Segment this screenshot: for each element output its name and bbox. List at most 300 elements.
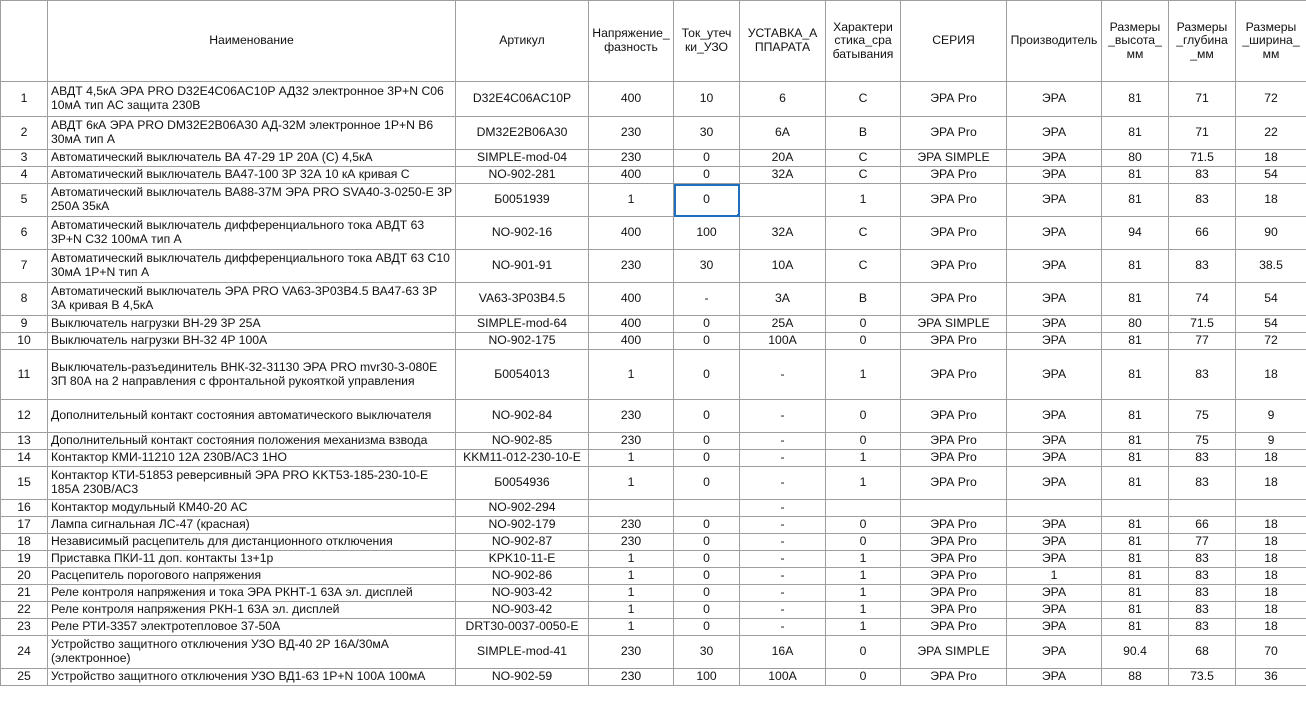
width-cell[interactable] — [1236, 500, 1306, 517]
height-cell[interactable]: 81 — [1102, 517, 1169, 534]
depth-cell[interactable]: 83 — [1169, 602, 1236, 619]
article-cell[interactable]: SIMPLE-mod-64 — [456, 316, 589, 333]
height-cell[interactable]: 81 — [1102, 117, 1169, 150]
setpoint-cell[interactable]: - — [740, 350, 826, 400]
name-cell[interactable]: Автоматический выключатель дифференциального тока АВДТ 63 C10 30мА 1P+N тип A — [48, 250, 456, 283]
trip-characteristic-cell[interactable]: 1 — [826, 568, 901, 585]
manufacturer-cell[interactable]: ЭРА — [1007, 636, 1102, 669]
leakage-current-cell[interactable]: 0 — [674, 450, 740, 467]
voltage-cell[interactable]: 230 — [589, 150, 674, 167]
height-cell[interactable]: 94 — [1102, 217, 1169, 250]
depth-header[interactable]: Размеры _глубина _мм — [1169, 1, 1236, 82]
row-number-cell[interactable]: 24 — [1, 636, 48, 669]
height-cell[interactable]: 81 — [1102, 283, 1169, 316]
depth-cell[interactable]: 71 — [1169, 82, 1236, 117]
manufacturer-cell[interactable]: ЭРА — [1007, 117, 1102, 150]
trip-characteristic-cell[interactable]: C — [826, 250, 901, 283]
manufacturer-cell[interactable]: ЭРА — [1007, 400, 1102, 433]
setpoint-cell[interactable]: - — [740, 433, 826, 450]
width-cell[interactable]: 18 — [1236, 467, 1306, 500]
leakage-current-cell[interactable]: 0 — [674, 333, 740, 350]
trip-characteristic-cell[interactable]: B — [826, 283, 901, 316]
height-cell[interactable]: 90.4 — [1102, 636, 1169, 669]
leakage-current-header[interactable]: Ток_утеч ки_УЗО — [674, 1, 740, 82]
series-cell[interactable]: ЭРА Pro — [901, 602, 1007, 619]
series-cell[interactable]: ЭРА Pro — [901, 568, 1007, 585]
name-cell[interactable]: Устройство защитного отключения УЗО ВД-40 2P 16А/30мА (электронное) — [48, 636, 456, 669]
manufacturer-cell[interactable]: ЭРА — [1007, 350, 1102, 400]
trip-characteristic-cell[interactable]: 0 — [826, 534, 901, 551]
series-cell[interactable]: ЭРА Pro — [901, 450, 1007, 467]
setpoint-cell[interactable]: 10A — [740, 250, 826, 283]
trip-characteristic-cell[interactable]: 0 — [826, 400, 901, 433]
width-cell[interactable]: 18 — [1236, 534, 1306, 551]
leakage-current-cell[interactable]: 0 — [674, 585, 740, 602]
leakage-current-cell[interactable]: - — [674, 283, 740, 316]
height-cell[interactable]: 81 — [1102, 82, 1169, 117]
height-cell[interactable]: 81 — [1102, 619, 1169, 636]
article-cell[interactable]: NO-902-85 — [456, 433, 589, 450]
voltage-cell[interactable]: 230 — [589, 433, 674, 450]
row-number-cell[interactable]: 21 — [1, 585, 48, 602]
voltage-cell[interactable]: 400 — [589, 283, 674, 316]
width-cell[interactable]: 18 — [1236, 568, 1306, 585]
width-cell[interactable]: 9 — [1236, 400, 1306, 433]
depth-cell[interactable]: 83 — [1169, 250, 1236, 283]
name-cell[interactable]: Независимый расцепитель для дистанционного отключения — [48, 534, 456, 551]
row-number-cell[interactable]: 16 — [1, 500, 48, 517]
series-cell[interactable]: ЭРА Pro — [901, 217, 1007, 250]
depth-cell[interactable]: 75 — [1169, 400, 1236, 433]
leakage-current-cell[interactable]: 0 — [674, 400, 740, 433]
series-cell[interactable]: ЭРА Pro — [901, 517, 1007, 534]
manufacturer-cell[interactable]: 1 — [1007, 568, 1102, 585]
depth-cell[interactable]: 71 — [1169, 117, 1236, 150]
leakage-current-cell[interactable]: 0 — [674, 184, 740, 217]
row-number-cell[interactable]: 25 — [1, 669, 48, 686]
setpoint-cell[interactable]: - — [740, 619, 826, 636]
article-cell[interactable]: NO-902-87 — [456, 534, 589, 551]
row-number-cell[interactable]: 5 — [1, 184, 48, 217]
article-cell[interactable]: NO-901-91 — [456, 250, 589, 283]
depth-cell[interactable]: 77 — [1169, 534, 1236, 551]
setpoint-cell[interactable]: - — [740, 400, 826, 433]
row-number-cell[interactable]: 9 — [1, 316, 48, 333]
series-cell[interactable]: ЭРА Pro — [901, 534, 1007, 551]
depth-cell[interactable]: 66 — [1169, 517, 1236, 534]
depth-cell[interactable]: 68 — [1169, 636, 1236, 669]
manufacturer-cell[interactable]: ЭРА — [1007, 217, 1102, 250]
manufacturer-cell[interactable]: ЭРА — [1007, 283, 1102, 316]
leakage-current-cell[interactable]: 100 — [674, 217, 740, 250]
name-header[interactable]: Наименование — [48, 1, 456, 82]
voltage-cell[interactable]: 1 — [589, 585, 674, 602]
depth-cell[interactable]: 83 — [1169, 619, 1236, 636]
trip-characteristic-cell[interactable]: C — [826, 150, 901, 167]
row-number-cell[interactable]: 7 — [1, 250, 48, 283]
height-cell[interactable]: 81 — [1102, 534, 1169, 551]
depth-cell[interactable]: 83 — [1169, 568, 1236, 585]
manufacturer-cell[interactable]: ЭРА — [1007, 619, 1102, 636]
name-cell[interactable]: Реле РТИ-3357 электротепловое 37-50А — [48, 619, 456, 636]
trip-characteristic-cell[interactable]: 0 — [826, 669, 901, 686]
article-cell[interactable]: NO-902-294 — [456, 500, 589, 517]
manufacturer-cell[interactable]: ЭРА — [1007, 669, 1102, 686]
series-cell[interactable]: ЭРА Pro — [901, 184, 1007, 217]
width-cell[interactable]: 70 — [1236, 636, 1306, 669]
depth-cell[interactable]: 71.5 — [1169, 150, 1236, 167]
voltage-cell[interactable]: 230 — [589, 669, 674, 686]
setpoint-cell[interactable]: 20A — [740, 150, 826, 167]
name-cell[interactable]: Выключатель-разъединитель ВНК-32-31130 ЭРА PRO mvr30-3-080E 3П 80А на 2 направления с фронтальной рукояткой управления — [48, 350, 456, 400]
manufacturer-cell[interactable]: ЭРА — [1007, 316, 1102, 333]
name-cell[interactable]: Контактор КМИ-11210 12А 230В/АС3 1НО — [48, 450, 456, 467]
leakage-current-cell[interactable]: 0 — [674, 350, 740, 400]
leakage-current-cell[interactable]: 0 — [674, 619, 740, 636]
voltage-cell[interactable]: 400 — [589, 316, 674, 333]
name-cell[interactable]: Дополнительный контакт состояния положения механизма взвода — [48, 433, 456, 450]
manufacturer-cell[interactable]: ЭРА — [1007, 517, 1102, 534]
series-cell[interactable] — [901, 500, 1007, 517]
series-cell[interactable]: ЭРА SIMPLE — [901, 150, 1007, 167]
name-cell[interactable]: Выключатель нагрузки ВН-29 3Р 25А — [48, 316, 456, 333]
width-cell[interactable]: 22 — [1236, 117, 1306, 150]
row-number-cell[interactable]: 11 — [1, 350, 48, 400]
row-number-cell[interactable]: 18 — [1, 534, 48, 551]
series-cell[interactable]: ЭРА Pro — [901, 585, 1007, 602]
article-cell[interactable]: VA63-3P03B4.5 — [456, 283, 589, 316]
row-number-cell[interactable]: 1 — [1, 82, 48, 117]
manufacturer-cell[interactable]: ЭРА — [1007, 551, 1102, 568]
row-number-cell[interactable]: 12 — [1, 400, 48, 433]
series-cell[interactable]: ЭРА Pro — [901, 551, 1007, 568]
name-cell[interactable]: Лампа сигнальная ЛС-47 (красная) — [48, 517, 456, 534]
width-cell[interactable]: 18 — [1236, 450, 1306, 467]
article-cell[interactable]: NO-902-16 — [456, 217, 589, 250]
name-cell[interactable]: Расцепитель порогового напряжения — [48, 568, 456, 585]
voltage-header[interactable]: Напряжение_ фазность — [589, 1, 674, 82]
voltage-cell[interactable]: 400 — [589, 82, 674, 117]
leakage-current-cell[interactable]: 0 — [674, 316, 740, 333]
width-cell[interactable]: 18 — [1236, 184, 1306, 217]
article-cell[interactable]: D32E4C06AC10P — [456, 82, 589, 117]
width-cell[interactable]: 54 — [1236, 283, 1306, 316]
width-cell[interactable]: 54 — [1236, 316, 1306, 333]
setpoint-cell[interactable]: - — [740, 467, 826, 500]
height-header[interactable]: Размеры _высота_ мм — [1102, 1, 1169, 82]
width-cell[interactable]: 72 — [1236, 333, 1306, 350]
depth-cell[interactable]: 73.5 — [1169, 669, 1236, 686]
article-cell[interactable]: NO-903-42 — [456, 602, 589, 619]
depth-cell[interactable]: 83 — [1169, 167, 1236, 184]
trip-characteristic-cell[interactable]: 1 — [826, 602, 901, 619]
article-cell[interactable]: NO-902-281 — [456, 167, 589, 184]
article-cell[interactable]: NO-903-42 — [456, 585, 589, 602]
article-cell[interactable]: Б0054936 — [456, 467, 589, 500]
leakage-current-cell[interactable]: 0 — [674, 150, 740, 167]
height-cell[interactable]: 81 — [1102, 551, 1169, 568]
series-cell[interactable]: ЭРА Pro — [901, 333, 1007, 350]
leakage-current-cell[interactable]: 0 — [674, 534, 740, 551]
leakage-current-cell[interactable]: 30 — [674, 636, 740, 669]
setpoint-cell[interactable]: 100A — [740, 333, 826, 350]
trip-characteristic-cell[interactable]: C — [826, 217, 901, 250]
depth-cell[interactable]: 71.5 — [1169, 316, 1236, 333]
setpoint-cell[interactable]: 32A — [740, 167, 826, 184]
height-cell[interactable]: 81 — [1102, 167, 1169, 184]
height-cell[interactable] — [1102, 500, 1169, 517]
leakage-current-cell[interactable]: 0 — [674, 517, 740, 534]
height-cell[interactable]: 81 — [1102, 585, 1169, 602]
series-cell[interactable]: ЭРА Pro — [901, 400, 1007, 433]
voltage-cell[interactable]: 1 — [589, 450, 674, 467]
setpoint-cell[interactable]: 100A — [740, 669, 826, 686]
depth-cell[interactable]: 83 — [1169, 467, 1236, 500]
article-cell[interactable]: DM32E2B06A30 — [456, 117, 589, 150]
setpoint-cell[interactable]: - — [740, 568, 826, 585]
setpoint-cell[interactable]: - — [740, 585, 826, 602]
voltage-cell[interactable]: 230 — [589, 400, 674, 433]
leakage-current-cell[interactable]: 30 — [674, 250, 740, 283]
article-header[interactable]: Артикул — [456, 1, 589, 82]
trip-characteristic-cell[interactable]: 1 — [826, 467, 901, 500]
article-cell[interactable]: KPK10-11-E — [456, 551, 589, 568]
height-cell[interactable]: 81 — [1102, 184, 1169, 217]
row-number-cell[interactable]: 15 — [1, 467, 48, 500]
manufacturer-cell[interactable]: ЭРА — [1007, 450, 1102, 467]
name-cell[interactable]: Автоматический выключатель ВА 47-29 1Р 20А (С) 4,5кА — [48, 150, 456, 167]
manufacturer-cell[interactable]: ЭРА — [1007, 167, 1102, 184]
height-cell[interactable]: 81 — [1102, 250, 1169, 283]
article-cell[interactable]: KKM11-012-230-10-E — [456, 450, 589, 467]
name-cell[interactable]: Автоматический выключатель ВА88-37М ЭРА PRO SVA40-3-0250-E 3P 250A 35кА — [48, 184, 456, 217]
row-number-header[interactable] — [1, 1, 48, 82]
row-number-cell[interactable]: 10 — [1, 333, 48, 350]
depth-cell[interactable]: 83 — [1169, 585, 1236, 602]
trip-characteristic-cell[interactable] — [826, 500, 901, 517]
name-cell[interactable]: Дополнительный контакт состояния автоматического выключателя — [48, 400, 456, 433]
row-number-cell[interactable]: 3 — [1, 150, 48, 167]
trip-characteristic-cell[interactable]: 0 — [826, 333, 901, 350]
name-cell[interactable]: АВДТ 4,5кА ЭРА PRO D32E4C06AC10P АД32 электронное 3P+N C06 10мА тип AC защита 230В — [48, 82, 456, 117]
row-number-cell[interactable]: 6 — [1, 217, 48, 250]
article-cell[interactable]: DRT30-0037-0050-E — [456, 619, 589, 636]
name-cell[interactable]: Приставка ПКИ-11 доп. контакты 1з+1р — [48, 551, 456, 568]
setpoint-cell[interactable]: - — [740, 450, 826, 467]
height-cell[interactable]: 81 — [1102, 350, 1169, 400]
row-number-cell[interactable]: 14 — [1, 450, 48, 467]
trip-characteristic-cell[interactable]: C — [826, 82, 901, 117]
setpoint-cell[interactable]: - — [740, 551, 826, 568]
article-cell[interactable]: NO-902-179 — [456, 517, 589, 534]
row-number-cell[interactable]: 22 — [1, 602, 48, 619]
trip-characteristic-cell[interactable]: 0 — [826, 316, 901, 333]
row-number-cell[interactable]: 23 — [1, 619, 48, 636]
series-cell[interactable]: ЭРА Pro — [901, 167, 1007, 184]
width-cell[interactable]: 18 — [1236, 551, 1306, 568]
series-header[interactable]: СЕРИЯ — [901, 1, 1007, 82]
voltage-cell[interactable]: 1 — [589, 619, 674, 636]
setpoint-cell[interactable]: 16A — [740, 636, 826, 669]
voltage-cell[interactable]: 230 — [589, 517, 674, 534]
row-number-cell[interactable]: 17 — [1, 517, 48, 534]
width-cell[interactable]: 54 — [1236, 167, 1306, 184]
manufacturer-cell[interactable]: ЭРА — [1007, 534, 1102, 551]
trip-characteristic-cell[interactable]: 0 — [826, 517, 901, 534]
voltage-cell[interactable]: 1 — [589, 602, 674, 619]
height-cell[interactable]: 80 — [1102, 150, 1169, 167]
width-cell[interactable]: 18 — [1236, 602, 1306, 619]
article-cell[interactable]: NO-902-175 — [456, 333, 589, 350]
leakage-current-cell[interactable]: 0 — [674, 602, 740, 619]
voltage-cell[interactable]: 400 — [589, 167, 674, 184]
article-cell[interactable]: SIMPLE-mod-41 — [456, 636, 589, 669]
name-cell[interactable]: Автоматический выключатель ВА47-100 3P 32А 10 кА кривая С — [48, 167, 456, 184]
voltage-cell[interactable]: 1 — [589, 551, 674, 568]
setpoint-cell[interactable]: 6A — [740, 117, 826, 150]
row-number-cell[interactable]: 8 — [1, 283, 48, 316]
series-cell[interactable]: ЭРА Pro — [901, 350, 1007, 400]
manufacturer-cell[interactable]: ЭРА — [1007, 602, 1102, 619]
voltage-cell[interactable]: 230 — [589, 117, 674, 150]
width-cell[interactable]: 18 — [1236, 150, 1306, 167]
depth-cell[interactable]: 83 — [1169, 450, 1236, 467]
leakage-current-cell[interactable] — [674, 500, 740, 517]
height-cell[interactable]: 81 — [1102, 602, 1169, 619]
trip-characteristic-cell[interactable]: 0 — [826, 433, 901, 450]
leakage-current-cell[interactable]: 100 — [674, 669, 740, 686]
series-cell[interactable]: ЭРА Pro — [901, 82, 1007, 117]
name-cell[interactable]: Устройство защитного отключения УЗО ВД1-63 1P+N 100А 100мА — [48, 669, 456, 686]
row-number-cell[interactable]: 20 — [1, 568, 48, 585]
trip-characteristic-cell[interactable]: C — [826, 167, 901, 184]
setpoint-cell[interactable]: - — [740, 602, 826, 619]
leakage-current-cell[interactable]: 10 — [674, 82, 740, 117]
name-cell[interactable]: Автоматический выключатель дифференциального тока АВДТ 63 3P+N C32 100мА тип A — [48, 217, 456, 250]
name-cell[interactable]: АВДТ 6кА ЭРА PRO DM32E2B06A30 АД-32М электронное 1P+N B6 30мА тип A — [48, 117, 456, 150]
voltage-cell[interactable]: 1 — [589, 568, 674, 585]
leakage-current-cell[interactable]: 0 — [674, 167, 740, 184]
width-cell[interactable]: 38.5 — [1236, 250, 1306, 283]
article-cell[interactable]: SIMPLE-mod-04 — [456, 150, 589, 167]
manufacturer-header[interactable]: Производитель — [1007, 1, 1102, 82]
article-cell[interactable]: Б0054013 — [456, 350, 589, 400]
height-cell[interactable]: 81 — [1102, 568, 1169, 585]
series-cell[interactable]: ЭРА Pro — [901, 117, 1007, 150]
series-cell[interactable]: ЭРА Pro — [901, 433, 1007, 450]
depth-cell[interactable]: 83 — [1169, 551, 1236, 568]
setpoint-cell[interactable]: 3A — [740, 283, 826, 316]
series-cell[interactable]: ЭРА SIMPLE — [901, 316, 1007, 333]
name-cell[interactable]: Реле контроля напряжения и тока ЭРА РКНТ-1 63А эл. дисплей — [48, 585, 456, 602]
width-cell[interactable]: 18 — [1236, 619, 1306, 636]
trip-characteristic-cell[interactable]: 1 — [826, 350, 901, 400]
height-cell[interactable]: 80 — [1102, 316, 1169, 333]
setpoint-cell[interactable]: - — [740, 534, 826, 551]
height-cell[interactable]: 88 — [1102, 669, 1169, 686]
series-cell[interactable]: ЭРА SIMPLE — [901, 636, 1007, 669]
width-cell[interactable]: 72 — [1236, 82, 1306, 117]
depth-cell[interactable] — [1169, 500, 1236, 517]
manufacturer-cell[interactable]: ЭРА — [1007, 150, 1102, 167]
manufacturer-cell[interactable] — [1007, 500, 1102, 517]
series-cell[interactable]: ЭРА Pro — [901, 669, 1007, 686]
height-cell[interactable]: 81 — [1102, 450, 1169, 467]
row-number-cell[interactable]: 2 — [1, 117, 48, 150]
width-cell[interactable]: 36 — [1236, 669, 1306, 686]
series-cell[interactable]: ЭРА Pro — [901, 467, 1007, 500]
manufacturer-cell[interactable]: ЭРА — [1007, 585, 1102, 602]
trip-characteristic-cell[interactable]: 1 — [826, 585, 901, 602]
name-cell[interactable]: Реле контроля напряжения РКН-1 63А эл. дисплей — [48, 602, 456, 619]
voltage-cell[interactable]: 1 — [589, 467, 674, 500]
depth-cell[interactable]: 77 — [1169, 333, 1236, 350]
setpoint-cell[interactable]: - — [740, 517, 826, 534]
voltage-cell[interactable]: 1 — [589, 350, 674, 400]
depth-cell[interactable]: 75 — [1169, 433, 1236, 450]
article-cell[interactable]: NO-902-84 — [456, 400, 589, 433]
row-number-cell[interactable]: 19 — [1, 551, 48, 568]
row-number-cell[interactable]: 13 — [1, 433, 48, 450]
voltage-cell[interactable]: 400 — [589, 217, 674, 250]
voltage-cell[interactable]: 400 — [589, 333, 674, 350]
trip-characteristic-cell[interactable]: 1 — [826, 619, 901, 636]
manufacturer-cell[interactable]: ЭРА — [1007, 250, 1102, 283]
width-cell[interactable]: 18 — [1236, 350, 1306, 400]
manufacturer-cell[interactable]: ЭРА — [1007, 333, 1102, 350]
trip-characteristic-cell[interactable]: 0 — [826, 636, 901, 669]
width-cell[interactable]: 18 — [1236, 585, 1306, 602]
depth-cell[interactable]: 74 — [1169, 283, 1236, 316]
trip-characteristic-cell[interactable]: 1 — [826, 551, 901, 568]
leakage-current-cell[interactable]: 0 — [674, 568, 740, 585]
leakage-current-cell[interactable]: 0 — [674, 467, 740, 500]
trip-characteristic-header[interactable]: Характери стика_сра батывания — [826, 1, 901, 82]
name-cell[interactable]: Автоматический выключатель ЭРА PRO VA63-3P03B4.5 ВА47-63 3P 3А кривая B 4,5кА — [48, 283, 456, 316]
leakage-current-cell[interactable]: 30 — [674, 117, 740, 150]
width-cell[interactable]: 9 — [1236, 433, 1306, 450]
setpoint-cell[interactable]: 32A — [740, 217, 826, 250]
depth-cell[interactable]: 83 — [1169, 184, 1236, 217]
depth-cell[interactable]: 66 — [1169, 217, 1236, 250]
leakage-current-cell[interactable]: 0 — [674, 433, 740, 450]
width-header[interactable]: Размеры _ширина_ мм — [1236, 1, 1306, 82]
height-cell[interactable]: 81 — [1102, 467, 1169, 500]
leakage-current-cell[interactable]: 0 — [674, 551, 740, 568]
series-cell[interactable]: ЭРА Pro — [901, 283, 1007, 316]
voltage-cell[interactable]: 230 — [589, 250, 674, 283]
setpoint-cell[interactable]: 25A — [740, 316, 826, 333]
voltage-cell[interactable]: 230 — [589, 636, 674, 669]
setpoint-cell[interactable]: - — [740, 500, 826, 517]
width-cell[interactable]: 18 — [1236, 517, 1306, 534]
series-cell[interactable]: ЭРА Pro — [901, 250, 1007, 283]
height-cell[interactable]: 81 — [1102, 433, 1169, 450]
voltage-cell[interactable]: 230 — [589, 534, 674, 551]
width-cell[interactable]: 90 — [1236, 217, 1306, 250]
voltage-cell[interactable]: 1 — [589, 184, 674, 217]
setpoint-cell[interactable]: 6 — [740, 82, 826, 117]
height-cell[interactable]: 81 — [1102, 333, 1169, 350]
depth-cell[interactable]: 83 — [1169, 350, 1236, 400]
name-cell[interactable]: Выключатель нагрузки ВН-32 4P 100А — [48, 333, 456, 350]
article-cell[interactable]: NO-902-86 — [456, 568, 589, 585]
row-number-cell[interactable]: 4 — [1, 167, 48, 184]
series-cell[interactable]: ЭРА Pro — [901, 619, 1007, 636]
setpoint-cell[interactable] — [740, 184, 826, 217]
trip-characteristic-cell[interactable]: B — [826, 117, 901, 150]
name-cell[interactable]: Контактор КТИ-51853 реверсивный ЭРА PRO KKT53-185-230-10-E 185А 230В/АС3 — [48, 467, 456, 500]
